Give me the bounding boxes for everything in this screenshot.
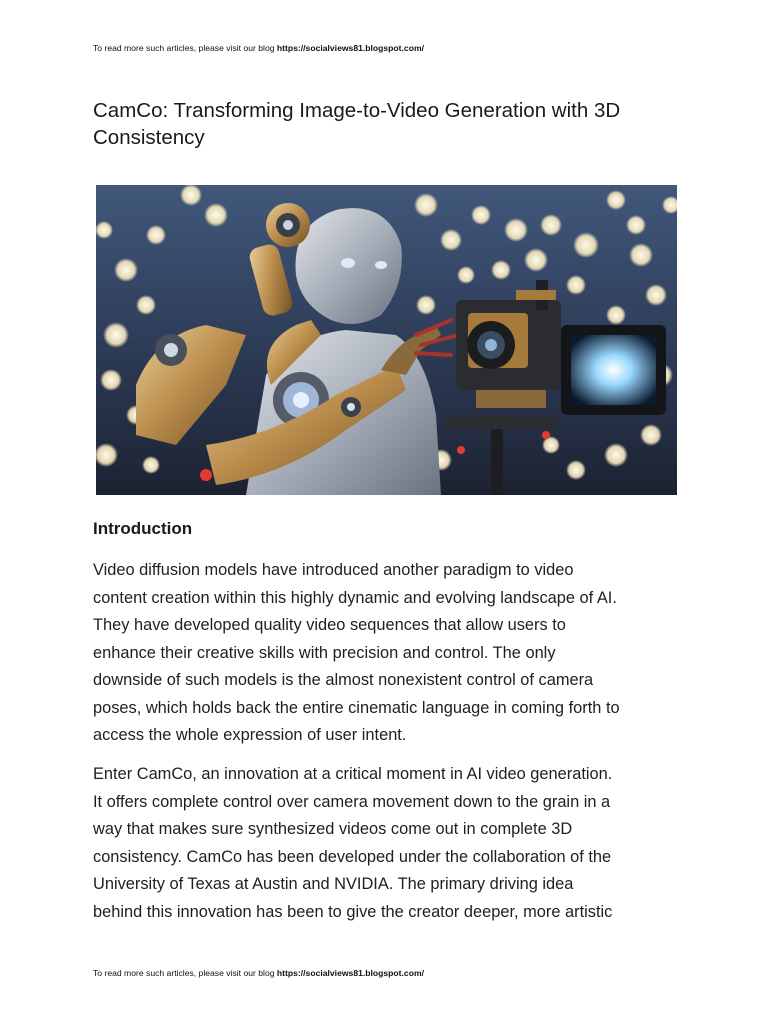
- article-title: CamCo: Transforming Image-to-Video Generation with 3D Consistency: [93, 99, 621, 149]
- footer-blog-link[interactable]: https://socialviews81.blogspot.com/: [276, 968, 424, 978]
- bokeh-light: [604, 443, 628, 467]
- paragraph-line: poses, which holds back the entire cinematic language in coming forth to: [93, 698, 620, 717]
- paragraph-line: Enter CamCo, an innovation at a critical moment in AI video generation.: [93, 765, 613, 783]
- bokeh-light: [471, 205, 491, 225]
- bokeh-light: [136, 295, 156, 315]
- paragraph-line: consistency. CamCo has been developed under the collaboration of the: [93, 847, 612, 866]
- paragraph-line: way that makes sure synthesized videos come out in complete 3D: [93, 820, 573, 838]
- bokeh-light: [573, 232, 599, 258]
- header-blog-link[interactable]: https://socialviews81.blogspot.com/: [276, 43, 424, 53]
- footer-text: To read more such articles, please visit our blog: [93, 968, 277, 978]
- bokeh-light: [566, 275, 586, 295]
- robot-with-camera-illustration: [96, 185, 677, 495]
- bokeh-light: [142, 456, 160, 474]
- bokeh-light: [504, 218, 528, 242]
- bokeh-light: [626, 215, 646, 235]
- hero-image: [96, 185, 677, 495]
- page-footer: [93, 968, 424, 978]
- bokeh-light: [645, 284, 667, 306]
- bokeh-light: [146, 225, 166, 245]
- bokeh-light: [204, 203, 228, 227]
- paragraph-line: access the whole expression of user intent.: [93, 726, 407, 744]
- bokeh-light: [414, 193, 438, 217]
- section-heading-introduction: Introduction: [93, 519, 193, 538]
- paragraph-line: It offers complete control over camera movement down to the grain in a: [93, 792, 611, 811]
- bokeh-light: [629, 243, 653, 267]
- paragraph-line: They have developed quality video sequences that allow users to: [93, 616, 566, 634]
- page-header: [93, 43, 424, 53]
- paragraph-line: content creation within this highly dynamic and evolving landscape of AI.: [93, 588, 617, 607]
- bokeh-light: [640, 424, 662, 446]
- bokeh-light: [606, 305, 626, 325]
- bokeh-light: [566, 460, 586, 480]
- bokeh-light: [524, 248, 548, 272]
- bokeh-light: [103, 322, 129, 348]
- bokeh-light: [100, 369, 122, 391]
- bokeh-light: [540, 214, 562, 236]
- paragraph-2: [93, 761, 683, 926]
- paragraph-line: enhance their creative skills with precision and control. The only: [93, 643, 556, 662]
- bokeh-light: [606, 190, 626, 210]
- bokeh-light: [491, 260, 511, 280]
- paragraph-line: University of Texas at Austin and NVIDIA. The primary driving idea: [93, 875, 574, 893]
- bokeh-light: [457, 266, 475, 284]
- paragraph-1: [93, 557, 683, 750]
- bokeh-light: [416, 295, 436, 315]
- paragraph-line: behind this innovation has been to give the creator deeper, more artistic: [93, 902, 613, 921]
- header-text: To read more such articles, please visit our blog: [93, 43, 277, 53]
- paragraph-line: Video diffusion models have introduced another paradigm to video: [93, 561, 574, 579]
- bokeh-light: [180, 185, 202, 206]
- bokeh-light: [440, 229, 462, 251]
- bokeh-light: [114, 258, 138, 282]
- paragraph-line: downside of such models is the almost nonexistent control of camera: [93, 671, 594, 689]
